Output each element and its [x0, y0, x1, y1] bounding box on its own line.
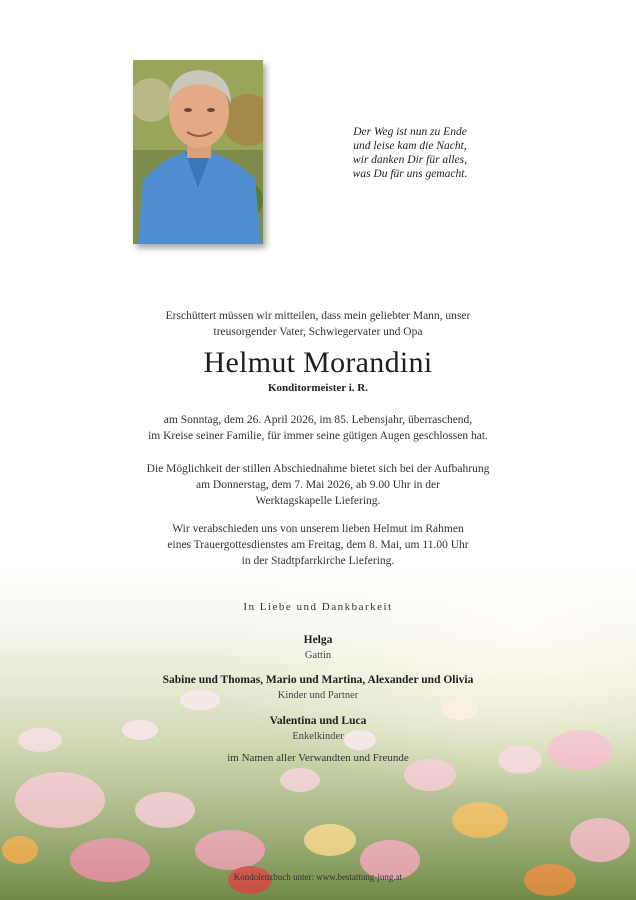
mourner-group [0, 673, 636, 703]
intro-line: Erschüttert müssen wir mitteilen, dass mein geliebter Mann, unser [165, 310, 471, 322]
death-notice [0, 412, 636, 444]
intro-line: treusorgender Vater, Schwiegervater und Opa [213, 326, 423, 338]
service-info [0, 521, 636, 569]
memorial-poem [330, 125, 490, 181]
mourner-names: Valentina und Luca [269, 715, 367, 727]
death-notice-line: am Sonntag, dem 26. April 2026, im 85. Lebensjahr, überraschend, [163, 414, 473, 426]
poem-line: was Du für uns gemacht. [352, 168, 468, 180]
service-line: Wir verabschieden uns von unserem lieben Helmut im Rahmen [172, 523, 464, 535]
mourner-group [0, 633, 636, 663]
mourner-names: Sabine und Thomas, Mario und Martina, Alexander und Olivia [162, 674, 474, 686]
closing-line: im Namen aller Verwandten und Freunde [227, 752, 409, 764]
poem-line: wir danken Dir für alles, [352, 154, 468, 166]
mourner-relation: Enkelkinder [292, 731, 344, 742]
mourner-group [0, 714, 636, 744]
death-notice-line: im Kreise seiner Familie, für immer seine gütigen Augen geschlossen hat. [148, 430, 488, 442]
mourner-relation: Gattin [304, 650, 332, 661]
portrait-photo [133, 60, 263, 244]
farewell-info [0, 461, 636, 509]
mourner-relation: Kinder und Partner [277, 690, 359, 701]
deceased-title: Konditormeister i. R. [267, 382, 368, 394]
farewell-line: Die Möglichkeit der stillen Abschiednahme bietet sich bei der Aufbahrung [146, 463, 490, 475]
condolence-link[interactable]: Kondolenzbuch unter: www.bestattung-jung.at [233, 872, 403, 882]
farewell-line: Werktagskapelle Liefering. [255, 495, 381, 507]
deceased-name: Helmut Morandini [203, 346, 433, 379]
mourner-names: Helga [303, 634, 333, 646]
intro-text [0, 308, 636, 340]
poem-line: und leise kam die Nacht, [353, 140, 467, 152]
service-line: in der Stadtpfarrkirche Liefering. [241, 555, 395, 567]
mourners-heading: In Liebe und Dankbarkeit [243, 601, 393, 613]
farewell-line: am Donnerstag, dem 7. Mai 2026, ab 9.00 Uhr in der [195, 479, 440, 491]
service-line: eines Trauergottesdienstes am Freitag, dem 8. Mai, um 11.00 Uhr [167, 539, 469, 551]
poem-line: Der Weg ist nun zu Ende [353, 126, 467, 138]
